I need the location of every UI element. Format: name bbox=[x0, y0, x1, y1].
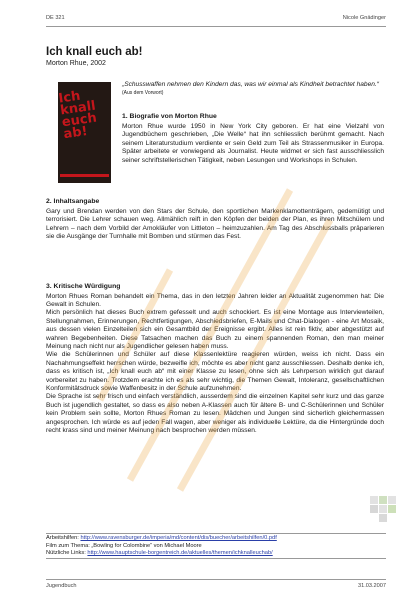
worksheet-link[interactable]: http://www.ravensburger.de/imperia/md/content/dis/buecher/arbeitshilfen/0.pdf bbox=[80, 535, 277, 541]
header-code: DE 321 bbox=[46, 15, 65, 21]
section-heading: 2. Inhaltsangabe bbox=[46, 198, 100, 205]
resources-line bbox=[46, 535, 384, 543]
resources-footer bbox=[46, 535, 384, 558]
critique-paragraph: Morton Rhues Roman behandelt ein Thema, das in den letzten Jahren leider an Aktualität zugenommen hat: Die Gewalt in Schulen. bbox=[46, 292, 384, 308]
publisher-logo-icon bbox=[370, 496, 408, 544]
footer-date: 31.03.2007 bbox=[358, 583, 386, 589]
links-label: Nützliche Links: bbox=[46, 550, 88, 557]
critique-paragraph: Mich persönlich hat dieses Buch extrem gefesselt und auch schockiert. Es ist eine Montage aus Interviewteilen, Stellungnahmen, Erinnerungen, Rechtfertigungen, Abschiedsbriefen, E-Mails und Chat-Dialogen - eine Art Mosaik, aus dessen vielen Einzelteilen sich ein Gesamtbild der Ereignisse ergibt. Alles ist rein fiktiv, aber abgestützt auf wahren Begebenheiten. Diese Tatsachen machen das Buch zu einem spannenden Roman, den man meiner Meinung nach nicht nur als Jugendlicher gelesen haben muss. bbox=[46, 309, 384, 350]
footer-category: Jugendbuch bbox=[46, 583, 77, 589]
useful-link[interactable]: http://www.hauptschule-borgentreich.de/aktuelles/themen/ichknalleuchab/ bbox=[87, 550, 273, 557]
quote-source: (Aus dem Vorwort) bbox=[122, 90, 164, 97]
header-author: Nicole Gnädinger bbox=[342, 15, 386, 21]
film-line: Film zum Thema: „Bowling for Colombine“ von Michael Moore bbox=[46, 542, 202, 549]
epigraph-quote bbox=[122, 81, 384, 97]
book-cover-image bbox=[58, 82, 111, 183]
section-body: Morton Rhue wurde 1950 in New York City geboren. Er hat eine Vielzahl von Jugendbüchern geschrieben, „Die Welle“ hat ihn schliesslich berühmt gemacht. Nach seinem Literaturstudium verdiente er sein Geld zum Teil als Strassenmusiker in Europa. Später arbeitete er vorwiegend als Journalist. Heute widmet er sich fast ausschliesslich seiner schriftstellerischen Tätigkeit, neben Lesungen und Workshops in Schulen. bbox=[122, 122, 384, 164]
critique-paragraph: Die Sprache ist sehr frisch und einfach verständlich, ausserdem sind die einzelnen Kapitel sehr kurz und das ganze Buch ist jugendlich gestaltet, so dass es also neben A-Klassen auch für ältere B- und C-Schülerinnen und Schüler kein Problem sein sollte, Morton Rhues Roman zu lesen. Mädchen und Jungen sind sicherlich gleichermassen angesprochen. Ich würde es auf jeden Fall wagen, aber weniger als individuelle Lektüre, da die Hintergründe doch recht krass sind und meiner Meinung nach besprochen werden müssen. bbox=[46, 393, 384, 434]
page-header bbox=[46, 13, 386, 25]
resources-label: Arbeitshilfen: bbox=[46, 535, 81, 541]
section-biography bbox=[122, 113, 384, 165]
footer-top-divider bbox=[46, 533, 386, 534]
book-cover-title: Ich knall euch ab! bbox=[58, 88, 98, 143]
book-cover-stripe bbox=[60, 174, 109, 177]
header-divider bbox=[46, 26, 386, 27]
footer-bottom-divider bbox=[46, 558, 386, 559]
section-summary bbox=[46, 198, 384, 242]
links-line bbox=[46, 550, 384, 558]
quote-text: „Schusswaffen nehmen den Kindern das, was wir einmal als Kindheit betrachtet haben.“ bbox=[122, 81, 379, 88]
section-heading: 3. Kritische Würdigung bbox=[46, 283, 121, 290]
section-body: Gary und Brendan werden von den Stars der Schule, den sportlichen Markenklamottenträgern, gedemütigt und terrorisiert. Die Lehrer schauen weg. Allmählich reift in den Köpfen der beiden der Plan, es ihren Mitschülern und Lehrern – nach dem Vorbild der Amokläufer von Littleton – heimzuzahlen. Am Tag des Abschlussballs präparieren sie die Ausgänge der Turnhalle mit Bomben und stürmen das Fest. bbox=[46, 207, 384, 241]
section-heading: 1. Biografie von Morton Rhue bbox=[122, 113, 217, 120]
critique-paragraph: Wie die Schülerinnen und Schüler auf diese Klassenlektüre reagieren würden, weiss ich nicht. Dass ein Nachahmungseffekt herrschen würde, bezweifle ich, möchte es aber nicht ganz ausschliessen. Deshalb denke ich, dass es kritisch ist, „Ich knall euch ab“ mit einer Klasse zu lesen, ohne sich als Lehrperson wirklich gut darauf vorbereitet zu haben. Trotzdem erachte ich es als sehr wichtig, die Themen Gewalt, Intoleranz, gesellschaftlichen Konformitätsdruck sowie Waffenbesitz in der Schule aufzunehmen. bbox=[46, 351, 384, 392]
bottom-divider bbox=[46, 579, 386, 580]
section-critique bbox=[46, 283, 384, 435]
page-subtitle: Morton Rhue, 2002 bbox=[46, 60, 106, 67]
page-title: Ich knall euch ab! bbox=[46, 46, 143, 58]
